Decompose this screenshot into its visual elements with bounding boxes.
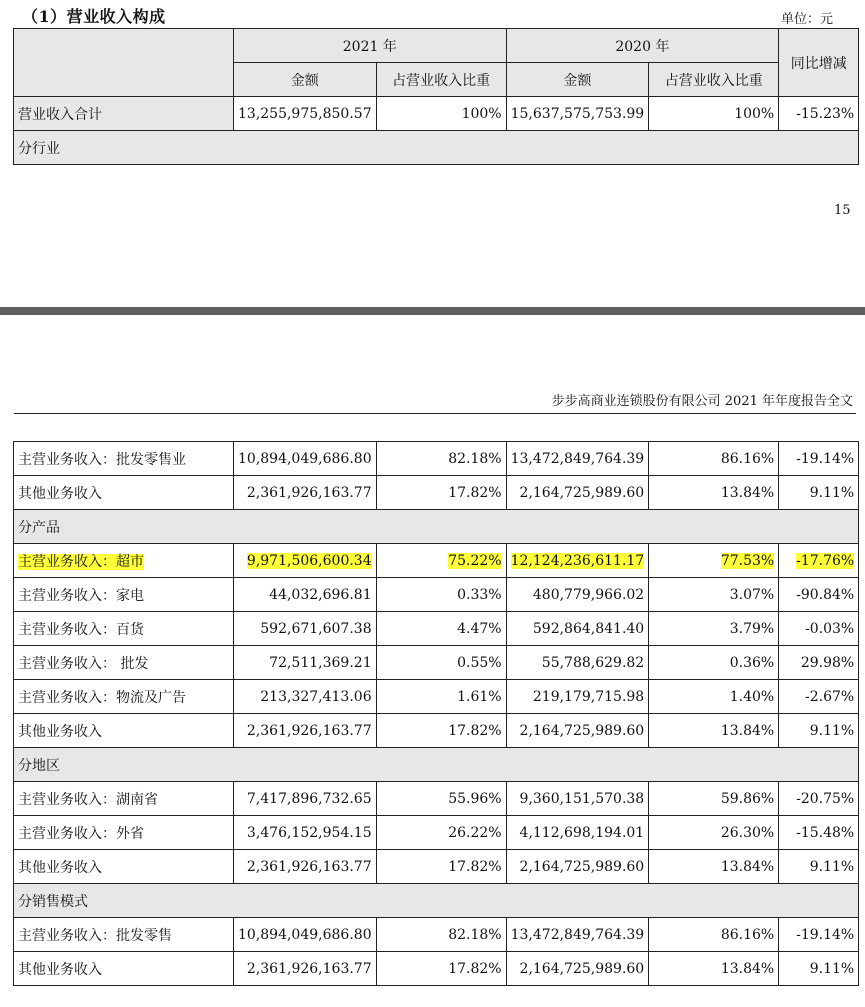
row-label-cell <box>14 680 234 714</box>
ratio-2020: 13.84% <box>720 484 775 501</box>
row-label-cell <box>14 714 234 748</box>
yoy-change: -19.14% <box>796 450 855 467</box>
row-label-cell <box>14 612 234 646</box>
revenue-table-top <box>13 28 859 165</box>
ratio-2020: 13.84% <box>720 858 775 875</box>
yoy-change: 9.11% <box>809 484 855 501</box>
table-row <box>14 680 859 714</box>
page-number: 15 <box>834 203 851 218</box>
row-label: 主营业务收入： 批发 <box>18 655 149 672</box>
section-label: 分产品 <box>14 510 859 544</box>
yoy-change-cell <box>779 680 859 714</box>
yoy-change: 9.11% <box>809 960 855 977</box>
amount-2020-cell <box>506 952 649 986</box>
ratio-2021-cell <box>376 476 506 510</box>
revenue-table-continued <box>13 441 859 986</box>
yoy-change-cell <box>779 714 859 748</box>
amount-2020-cell <box>506 578 649 612</box>
ratio-2021: 75.22% <box>448 552 502 569</box>
amount-2021: 9,971,506,600.34 <box>246 552 372 569</box>
header-yoy: 同比增减 <box>779 29 859 97</box>
ratio-2021: 17.82% <box>448 722 502 739</box>
amount-2020: 2,164,725,989.60 <box>519 858 645 875</box>
amount-2021-cell <box>234 714 377 748</box>
amount-2021: 44,032,696.81 <box>269 586 372 603</box>
header-year-2020: 2020 年 <box>506 29 779 63</box>
ratio-2021: 0.55% <box>457 654 502 671</box>
amount-2020: 2,164,725,989.60 <box>519 722 645 739</box>
total-ratio-2021: 100% <box>376 97 506 131</box>
ratio-2020-cell <box>649 918 779 952</box>
table-row <box>14 816 859 850</box>
running-header: 步步高商业连锁股份有限公司 2021 年年度报告全文 <box>551 394 853 409</box>
ratio-2021-cell <box>376 952 506 986</box>
amount-2021-cell <box>234 782 377 816</box>
amount-2021-cell <box>234 850 377 884</box>
row-label-cell <box>14 918 234 952</box>
amount-2020: 55,788,629.82 <box>541 654 645 671</box>
ratio-2021-cell <box>376 612 506 646</box>
amount-2020: 2,164,725,989.60 <box>519 484 645 501</box>
amount-2020: 13,472,849,764.39 <box>510 926 645 943</box>
total-yoy: -15.23% <box>779 97 859 131</box>
table-row <box>14 544 859 578</box>
ratio-2021-cell <box>376 816 506 850</box>
amount-2020-cell <box>506 476 649 510</box>
yoy-change: -2.67% <box>805 688 855 705</box>
ratio-2021-cell <box>376 680 506 714</box>
row-label: 主营业务收入：批发零售业 <box>18 451 186 468</box>
ratio-2020: 26.30% <box>720 824 775 841</box>
ratio-2020-cell <box>649 680 779 714</box>
table-row <box>14 476 859 510</box>
ratio-2020: 86.16% <box>720 926 775 943</box>
row-label: 其他业务收入 <box>18 723 102 740</box>
total-row <box>14 97 859 131</box>
yoy-change: -15.48% <box>796 824 855 841</box>
row-label: 主营业务收入：湖南省 <box>18 791 158 808</box>
header-row-years <box>14 29 859 63</box>
table-row <box>14 612 859 646</box>
ratio-2021: 82.18% <box>448 450 502 467</box>
ratio-2020: 77.53% <box>720 552 775 569</box>
row-label: 主营业务收入：外省 <box>18 825 144 842</box>
header-blank-cell <box>14 29 234 97</box>
section-row <box>14 131 859 165</box>
ratio-2020: 86.16% <box>720 450 775 467</box>
total-label: 营业收入合计 <box>14 97 234 131</box>
row-label: 其他业务收入 <box>18 859 102 876</box>
amount-2021: 2,361,926,163.77 <box>246 722 372 739</box>
ratio-2020-cell <box>649 646 779 680</box>
amount-2020-cell <box>506 850 649 884</box>
row-label: 主营业务收入：百货 <box>18 621 144 638</box>
amount-2021: 2,361,926,163.77 <box>246 484 372 501</box>
yoy-change-cell <box>779 646 859 680</box>
ratio-2021: 1.61% <box>457 688 502 705</box>
amount-2021: 3,476,152,954.15 <box>246 824 372 841</box>
amount-2020: 2,164,725,989.60 <box>519 960 645 977</box>
yoy-change: 9.11% <box>809 722 855 739</box>
amount-2021-cell <box>234 952 377 986</box>
ratio-2020-cell <box>649 612 779 646</box>
ratio-2021-cell <box>376 850 506 884</box>
row-label-cell <box>14 578 234 612</box>
row-label: 主营业务收入：物流及广告 <box>18 689 186 706</box>
ratio-2020-cell <box>649 782 779 816</box>
amount-2021-cell <box>234 680 377 714</box>
amount-2021: 592,671,607.38 <box>260 620 372 637</box>
amount-2021: 10,894,049,686.80 <box>238 926 372 943</box>
table-row <box>14 646 859 680</box>
amount-2020: 9,360,151,570.38 <box>519 790 645 807</box>
ratio-2021: 55.96% <box>448 790 502 807</box>
amount-2021: 10,894,049,686.80 <box>238 450 372 467</box>
amount-2020-cell <box>506 680 649 714</box>
ratio-2021-cell <box>376 544 506 578</box>
yoy-change-cell <box>779 850 859 884</box>
header-year-2021: 2021 年 <box>234 29 507 63</box>
header-rule <box>14 413 856 414</box>
amount-2021-cell <box>234 578 377 612</box>
yoy-change: 9.11% <box>809 858 855 875</box>
yoy-change-cell <box>779 442 859 476</box>
row-label-cell <box>14 544 234 578</box>
ratio-2020-cell <box>649 816 779 850</box>
yoy-change-cell <box>779 782 859 816</box>
ratio-2020-cell <box>649 544 779 578</box>
amount-2020: 4,112,698,194.01 <box>519 824 645 841</box>
ratio-2020-cell <box>649 850 779 884</box>
amount-2020-cell <box>506 782 649 816</box>
ratio-2021: 17.82% <box>448 858 502 875</box>
section-row <box>14 510 859 544</box>
amount-2020-cell <box>506 544 649 578</box>
total-amount-2020: 15,637,575,753.99 <box>506 97 649 131</box>
table-row <box>14 714 859 748</box>
amount-2020-cell <box>506 442 649 476</box>
table-row <box>14 918 859 952</box>
page-break-divider <box>0 307 865 315</box>
amount-2020-cell <box>506 646 649 680</box>
table-row <box>14 578 859 612</box>
ratio-2021: 82.18% <box>448 926 502 943</box>
yoy-change: -0.03% <box>805 620 855 637</box>
section-label: 分地区 <box>14 748 859 782</box>
header-amount-2020: 金额 <box>506 63 649 97</box>
row-label: 其他业务收入 <box>18 485 102 502</box>
amount-2020-cell <box>506 918 649 952</box>
unit-label: 单位：元 <box>780 12 833 27</box>
row-label-cell <box>14 646 234 680</box>
yoy-change-cell <box>779 952 859 986</box>
amount-2021: 213,327,413.06 <box>260 688 372 705</box>
header-amount-2021: 金额 <box>234 63 377 97</box>
ratio-2020-cell <box>649 442 779 476</box>
yoy-change-cell <box>779 578 859 612</box>
amount-2020: 480,779,966.02 <box>532 586 645 603</box>
row-label: 其他业务收入 <box>18 961 102 978</box>
header-ratio-2020: 占营业收入比重 <box>649 63 779 97</box>
row-label-cell <box>14 850 234 884</box>
ratio-2021: 26.22% <box>448 824 502 841</box>
ratio-2020: 1.40% <box>729 688 775 705</box>
amount-2021-cell <box>234 816 377 850</box>
row-label: 主营业务收入：家电 <box>18 587 144 604</box>
table-row <box>14 850 859 884</box>
section-title: （1）营业收入构成 <box>22 7 166 26</box>
total-amount-2021: 13,255,975,850.57 <box>234 97 377 131</box>
amount-2021-cell <box>234 918 377 952</box>
amount-2020: 13,472,849,764.39 <box>510 450 645 467</box>
table-row <box>14 782 859 816</box>
section-label: 分销售模式 <box>14 884 859 918</box>
amount-2021: 7,417,896,732.65 <box>246 790 372 807</box>
amount-2021-cell <box>234 476 377 510</box>
ratio-2020: 0.36% <box>729 654 775 671</box>
section-label: 分行业 <box>14 131 859 165</box>
ratio-2021: 17.82% <box>448 960 502 977</box>
ratio-2020-cell <box>649 476 779 510</box>
ratio-2020: 13.84% <box>720 722 775 739</box>
table-body <box>14 442 859 986</box>
ratio-2020: 3.79% <box>729 620 775 637</box>
amount-2020: 219,179,715.98 <box>532 688 645 705</box>
amount-2021-cell <box>234 544 377 578</box>
ratio-2020-cell <box>649 578 779 612</box>
row-label: 主营业务收入：超市 <box>18 553 144 570</box>
ratio-2021-cell <box>376 714 506 748</box>
yoy-change-cell <box>779 612 859 646</box>
total-ratio-2020: 100% <box>649 97 779 131</box>
ratio-2020-cell <box>649 714 779 748</box>
row-label-cell <box>14 476 234 510</box>
yoy-change: -17.76% <box>796 552 855 569</box>
ratio-2021: 4.47% <box>457 620 502 637</box>
ratio-2020: 13.84% <box>720 960 775 977</box>
section-row <box>14 748 859 782</box>
yoy-change-cell <box>779 816 859 850</box>
yoy-change: -20.75% <box>796 790 855 807</box>
ratio-2020-cell <box>649 952 779 986</box>
header-ratio-2021: 占营业收入比重 <box>376 63 506 97</box>
ratio-2021-cell <box>376 578 506 612</box>
amount-2020: 592,864,841.40 <box>532 620 645 637</box>
yoy-change: 29.98% <box>800 654 855 671</box>
table-row <box>14 442 859 476</box>
row-label-cell <box>14 952 234 986</box>
ratio-2021-cell <box>376 918 506 952</box>
yoy-change-cell <box>779 918 859 952</box>
amount-2021-cell <box>234 646 377 680</box>
row-label: 主营业务收入：批发零售 <box>18 927 172 944</box>
yoy-change: -19.14% <box>796 926 855 943</box>
row-label-cell <box>14 782 234 816</box>
amount-2020-cell <box>506 714 649 748</box>
amount-2021-cell <box>234 442 377 476</box>
ratio-2021: 0.33% <box>457 586 502 603</box>
yoy-change-cell <box>779 544 859 578</box>
section-row <box>14 884 859 918</box>
ratio-2021-cell <box>376 782 506 816</box>
row-label-cell <box>14 442 234 476</box>
ratio-2020: 3.07% <box>729 586 775 603</box>
amount-2021-cell <box>234 612 377 646</box>
ratio-2021-cell <box>376 646 506 680</box>
amount-2021: 72,511,369.21 <box>269 654 372 671</box>
table-row <box>14 952 859 986</box>
amount-2021: 2,361,926,163.77 <box>246 960 372 977</box>
ratio-2021: 17.82% <box>448 484 502 501</box>
yoy-change: -90.84% <box>796 586 855 603</box>
amount-2020: 12,124,236,611.17 <box>510 552 645 569</box>
ratio-2020: 59.86% <box>720 790 775 807</box>
amount-2020-cell <box>506 816 649 850</box>
amount-2020-cell <box>506 612 649 646</box>
ratio-2021-cell <box>376 442 506 476</box>
row-label-cell <box>14 816 234 850</box>
yoy-change-cell <box>779 476 859 510</box>
amount-2021: 2,361,926,163.77 <box>246 858 372 875</box>
